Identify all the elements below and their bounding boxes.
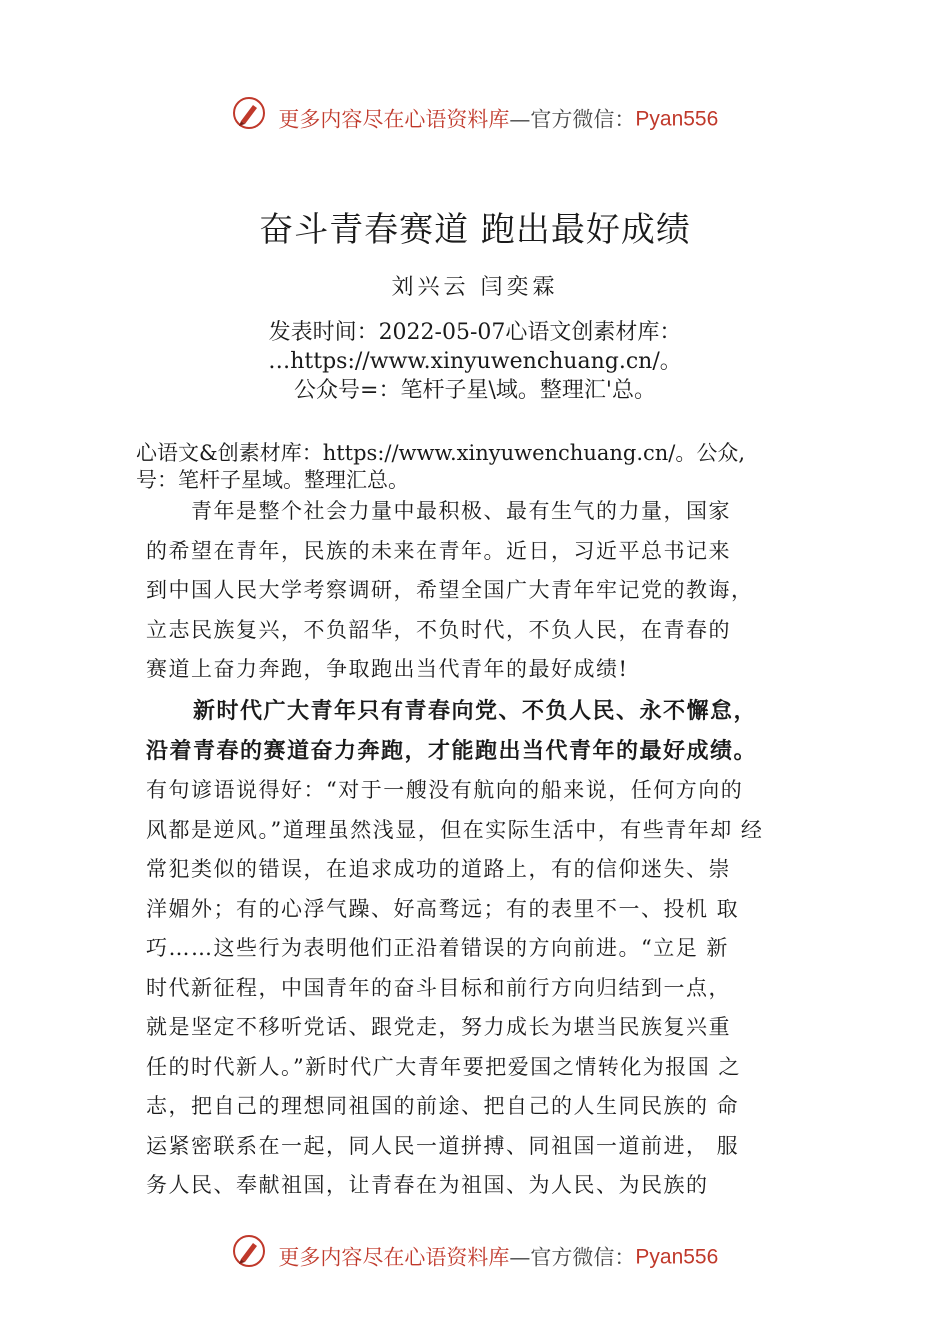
text-line: 常犯类似的错误，在追求成功的道路上，有的信仰迷失、崇 xyxy=(146,857,731,881)
paragraph-bold-heading xyxy=(146,692,836,771)
banner-wechat-label: 官方微信： xyxy=(530,107,636,132)
text-line: 的希望在青年，民族的未来在青年。近日，习近平总书记来 xyxy=(146,538,731,563)
banner-dash: — xyxy=(509,1245,531,1270)
footer-banner xyxy=(0,1234,950,1274)
banner-wechat-id: Pyan556 xyxy=(635,1245,719,1269)
text-line: 有句谚语说得好：“对于一艘没有航向的船来说，任何方向的 xyxy=(146,778,744,802)
text-line: 任的时代新人。”新时代广大青年要把爱国之情转化为报国 之 xyxy=(146,1054,741,1079)
banner-main-text: 更多内容尽在心语资料库 xyxy=(278,1245,510,1270)
article-authors: 刘兴云 闫奕霖 xyxy=(391,275,559,300)
banner-dash: — xyxy=(509,107,531,132)
text-line: 沿着青春的赛道奋力奔跑，才能跑出当代青年的最好成绩。 xyxy=(146,738,758,764)
text-line: 就是坚定不移听党话、跟党走，努力成长为堪当民族复兴重 xyxy=(146,1015,731,1039)
meta-line: 发表时间：2022-05-07心语文创素材库： xyxy=(268,320,682,345)
article-title: 奋斗青春赛道 跑出最好成绩 xyxy=(259,210,691,250)
text-line: 务人民、奉献祖国，让青春在为祖国、为人民、为民族的 xyxy=(146,1173,709,1197)
text-line: 巧……这些行为表明他们正沿着错误的方向前进。“立足 新 xyxy=(146,936,729,960)
text-line: 赛道上奋力奔跑，争取跑出当代青年的最好成绩! xyxy=(146,657,629,681)
meta-line: …https://www.xinyuwenchuang.cn/。 xyxy=(268,349,682,374)
publish-meta xyxy=(0,318,950,405)
pen-logo-icon xyxy=(232,1234,266,1281)
paragraph-body xyxy=(146,771,836,1206)
banner-wechat-id: Pyan556 xyxy=(635,107,719,131)
text-line: 运紧密联系在一起，同人民一道拼搏、同祖国一道前进， 服 xyxy=(146,1133,740,1158)
source-line: 号：笔杆子星域。整理汇总。 xyxy=(136,468,409,492)
text-line: 新时代广大青年只有青春向党、不负人民、永不懈怠， xyxy=(146,699,758,724)
header-banner xyxy=(0,96,950,136)
source-line: 心语文&创素材库：https://www.xinyuwenchuang.cn/。公众, xyxy=(136,441,746,465)
banner-wechat-label: 官方微信： xyxy=(530,1245,636,1270)
text-line: 洋媚外；有的心浮气躁、好高骛远；有的表里不一、投机 取 xyxy=(146,896,740,921)
text-line: 立志民族复兴，不负韶华，不负时代，不负人民，在青春的 xyxy=(146,617,731,642)
banner-main-text: 更多内容尽在心语资料库 xyxy=(278,107,510,132)
text-line: 到中国人民大学考察调研，希望全国广大青年牢记党的教诲， xyxy=(146,578,754,602)
text-line: 风都是逆风。”道理虽然浅显，但在实际生活中，有些青年却 经 xyxy=(146,817,764,842)
text-line: 志，把自己的理想同祖国的前途、把自己的人生同民族的 命 xyxy=(146,1094,740,1118)
paragraph-intro xyxy=(146,492,836,690)
text-line: 时代新征程，中国青年的奋斗目标和前行方向归结到一点， xyxy=(146,975,731,1000)
pen-logo-icon xyxy=(232,96,266,143)
source-note xyxy=(136,440,836,494)
meta-line: 公众号=：笔杆子星\域。整理汇'总。 xyxy=(294,378,656,403)
text-line: 青年是整个社会力量中最积极、最有生气的力量，国家 xyxy=(146,499,731,523)
